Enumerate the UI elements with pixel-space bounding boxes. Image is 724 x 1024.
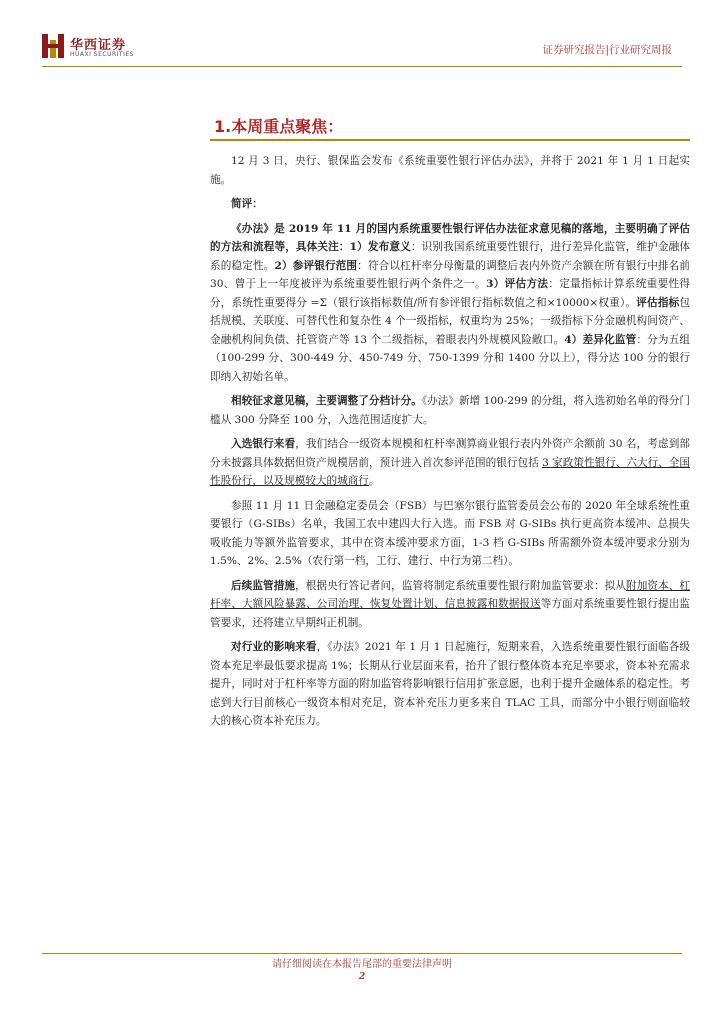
emphasis-text: 后续监管措施 [231, 579, 296, 592]
section-title: 1.本周重点聚焦： [214, 117, 344, 136]
paragraph-text: 《办法》新增 100-299 的分组，将入选初始名单的得分门槛从 300 分降至 100 分，入选范围适度扩大。 [210, 395, 691, 426]
body-paragraph [210, 152, 690, 189]
company-logo [42, 30, 162, 64]
body-paragraph [210, 435, 690, 491]
paragraph-text: 等方面对系统重要性银行提出监管要求，还将建立早期纠正机制。 [210, 598, 690, 629]
emphasis-text: 4）差异化监管 [564, 333, 637, 346]
body-paragraph [210, 195, 690, 214]
paragraph-text: ：分为五组（100-299 分、300-449 分、450-749 分、750-1399 分和 1400 分以上），得分达 100 分的银行即纳入初始名单。 [210, 333, 691, 383]
body-paragraph [210, 392, 690, 429]
paragraph-text: ：符合以杠杆率分母衡量的调整后表内外资产余额在所有银行中排名前 30、曾于上一年度被评为系统重要性银行两个条件之一。 [210, 259, 691, 290]
body-paragraph [210, 220, 690, 387]
emphasis-text: 简评： [231, 198, 263, 210]
emphasis-text: 3）评估方法 [486, 278, 549, 290]
report-type-label: 证券研究报告|行业研究周报 [542, 44, 672, 56]
paragraph-text: ：识别我国系统重要性银行，进行差异化监管，维护金融体系的稳定性。 [210, 241, 691, 272]
emphasis-text: 入选银行来看 [231, 438, 296, 450]
emphasis-text: 相较征求意见稿，主要调整了分档计分。 [231, 395, 422, 407]
emphasis-text: 对行业的影响来看 [231, 641, 317, 653]
emphasis-text: 评估指标 [636, 296, 680, 309]
emphasis-text: 附加资本、杠杆率、大额风险暴露、公司治理、恢复处置计划、信息披露和数据报送 [210, 579, 691, 610]
paragraph-text: 12 月 3 日，央行、银保监会发布《系统重要性银行评估办法》，并将于 2021 年 1 月 1 日起实施。 [210, 155, 690, 186]
footer-divider [42, 953, 682, 954]
page-header [0, 0, 724, 72]
emphasis-text: 《办法》是 2019 年 11 月的国内系统重要性银行评估办法征求意见稿的落地，主要明确了评估的方法和流程等，具体关注：1）发布意义 [210, 222, 690, 253]
report-body [210, 152, 690, 737]
section-title-underline [210, 139, 690, 141]
emphasis-text: 2）参评银行范围 [274, 259, 358, 272]
paragraph-text: 包括规模、关联度、可替代性和复杂性 4 个一级指标，权重均为 25%；一级指标下分金融机构间资产、金融机构间负债、托管资产等 13 个二级指标，着眼表内外规模风险敞口。 [210, 296, 690, 346]
paragraph-text: ：定量指标计算系统重要性得分，系统性重要得分 =Σ（银行该指标数值/所有参评银行指标数值之和×10000×权重）。 [210, 278, 691, 309]
body-paragraph [210, 638, 690, 731]
page-number: 2 [358, 972, 366, 982]
emphasis-text: 3 家政策性银行、六大行、全国性股份行，以及规模较大的城商行 [210, 456, 691, 487]
paragraph-text: 。 [368, 475, 380, 487]
logo-text-cn: 华西证券 [70, 38, 127, 53]
paragraph-text: 参照 11 月 11 日金融稳定委员会（FSB）与巴塞尔银行监管委员会公布的 2020 年全球系统性重要银行（G-SIBs）名单，我国工农中建四大行入选。而 FSB 对 G-SIBs 执行更高资本缓冲、总损失吸收能力等额外监管要求，其中在资本缓冲要求方面，1-3 档 G-SIBs 所需额外资本缓冲要求分别为 1.5%、2%、2.5%（农行第一档，工行、建行、中行为第二档）。 [210, 499, 690, 567]
paragraph-text: ，《办法》2021 年 1 月 1 日起施行，短期来看，入选系统重要性银行面临各级资本充足率最低要求提高 1%；长期从行业层面来看，抬升了银行整体资本充足率要求，资本补充需求提升，同时对于杠杆率等方面的附加监管将影响银行信用扩张意愿，也利于提升金融体系的稳定性。考虑到大行目前核心一级资本相对充足，资本补充压力更多来自 TLAC 工具，而部分中小银行则面临较大的核心资本补充压力。 [210, 641, 691, 727]
paragraph-text: ，根据央行答记者问，监管将制定系统重要性银行附加监管要求：拟从 [295, 579, 627, 592]
huaxi-logo-icon [42, 34, 64, 58]
header-divider [42, 66, 682, 67]
legal-disclaimer-note: 请仔细阅读在本报告尾部的重要法律声明 [272, 959, 452, 970]
body-paragraph [210, 497, 690, 571]
paragraph-text: ，我们结合一级资本规模和杠杆率测算商业银行表内外资产余额前 30 名，考虑到部分未披露具体数据但资产规模居前，预计进入首次参评范围的银行包括 [210, 438, 690, 469]
body-paragraph [210, 577, 690, 633]
logo-text-en: HUAXI SECURITIES [70, 51, 134, 58]
